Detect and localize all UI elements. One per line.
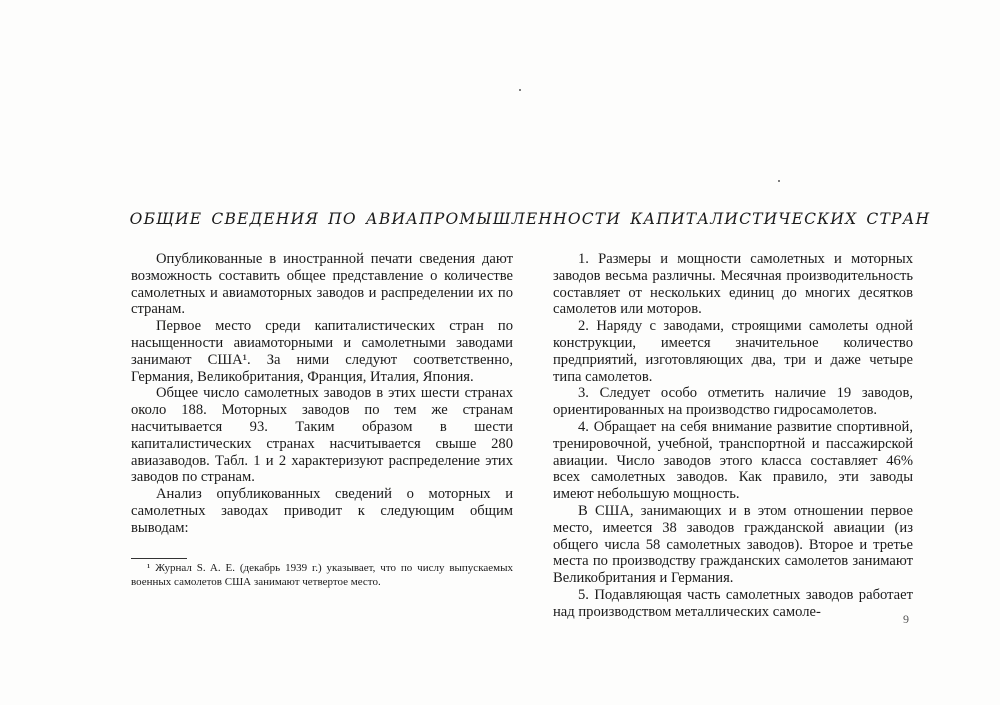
paragraph: Анализ опубликованных сведений о моторных и самолетных заводах приводит к следующим общим выводам: — [131, 486, 513, 536]
paragraph: Общее число самолетных заводов в этих шести странах около 188. Моторных заводов по тем же странам насчитывается 93. Таким образом в шести капиталистических странах насчитывается свыше 280 авиазаводов. Табл. 1 и 2 характеризуют распределение этих заводов по странам. — [131, 385, 513, 486]
scan-speck — [519, 89, 521, 91]
footnote-divider — [131, 558, 187, 559]
left-column — [131, 251, 513, 537]
paragraph: 2. Наряду с заводами, строящими самолеты одной конструкции, имеется значительное количество предприятий, изготовляющих два, три и даже четыре типа самолетов. — [553, 318, 913, 385]
scan-speck — [778, 180, 780, 182]
paragraph: Опубликованные в иностранной печати сведения дают возможность составить общее представление о количестве самолетных и авиамоторных заводов и распределении их по странам. — [131, 251, 513, 318]
right-column — [553, 251, 913, 621]
paragraph: В США, занимающих и в этом отношении первое место, имеется 38 заводов гражданской авиации (из общего числа 58 самолетных заводов). Второе и третье места по производству гражданских самолетов занимают Великобритания и Германия. — [553, 502, 913, 587]
page-title: ОБЩИЕ СВЕДЕНИЯ ПО АВИАПРОМЫШЛЕННОСТИ КАПИТАЛИСТИЧЕСКИХ СТРАН — [129, 210, 931, 228]
paragraph: 5. Подавляющая часть самолетных заводов работает над производством металлических самоле- — [553, 586, 913, 620]
paragraph: 1. Размеры и мощности самолетных и моторных заводов весьма различны. Месячная производительность составляет от нескольких единиц до многих десятков самолетов или моторов. — [553, 251, 913, 318]
page-number: 9 — [903, 612, 909, 626]
paragraph: 4. Обращает на себя внимание развитие спортивной, тренировочной, учебной, транспортной и пассажирской авиации. Число заводов этого класса составляет 46% всех самолетных заводов. Как правило, эти заводы имеют небольшую мощность. — [553, 418, 913, 503]
footnote: ¹ Журнал S. A. E. (декабрь 1939 г.) указывает, что по числу выпускаемых военных самолетов США занимают четвертое место. — [131, 562, 513, 588]
paragraph: 3. Следует особо отметить наличие 19 заводов, ориентированных на производство гидросамолетов. — [553, 385, 913, 419]
paragraph: Первое место среди капиталистических стран по насыщенности авиамоторными и самолетными заводами занимают США¹. За ними следуют соответственно, Германия, Великобритания, Франция, Италия, Япония. — [131, 318, 513, 385]
